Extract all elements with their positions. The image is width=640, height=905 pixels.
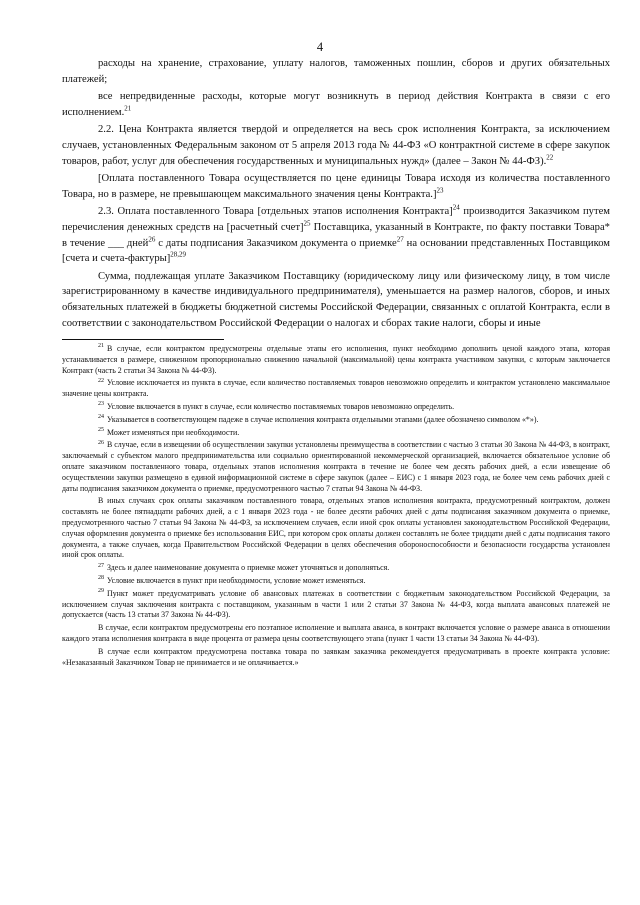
footnote-29-continued: В случае, если контрактом предусмотрены его поэтапное исполнение и выплата аванса, в контракт включается условие о размере аванса в отношении каждого этапа исполнения контракта в виде процента от размера цены соответствующего этапа (пункт 1 части 13 статьи 34 Закона № 44-ФЗ). [62,623,610,644]
footnote-23: $^{23}$ Условие включается в пункт в случае, если количество поставляемых товаров невозможно определить. [98,401,455,412]
paragraph-2-2-contract-price: 2.2. Цена Контракта является твердой и определяется на весь срок исполнения Контракта, за исключением случаев, установленных Федеральным законом от 5 апреля 2013 года № 44-ФЗ «О контрактной системе в сфере закупок товаров, работ, услуг для обеспечения государственных и муниципальных нужд» (далее – Закон № 44-ФЗ).$^{22}$ [62,124,610,167]
page-number: 4 [316,40,324,54]
footnote-ref: 22 [546,153,554,162]
footnote-ref: 21 [124,104,132,113]
footnote-ref: 26 [148,235,156,243]
paragraph-amount-reduction: Сумма, подлежащая уплате Заказчиком Поставщику (юридическому лицу или физическому лицу, в том числе зарегистрированному в качестве индивидуального предпринимателя), уменьшается на размер налогов, сборов, и иных обязательных платежей в бюджеты бюджетной системы Российской Федерации, связанных с оплатой Контракта, если в соответствии с законодательством Российской Федерации о налогах и сборах такие налоги, сборы и иные [62,270,610,329]
footnote-24: $^{24}$ Указывается в соответствующем падеже в случае исполнения контракта отдельными этапами (далее обозначено символом «*»). [98,414,539,424]
footnote-ref: 24 [452,203,460,212]
footnote-27: $^{27}$ Здесь и далее наименование документа о приемке может уточняться и дополняться. [98,562,390,573]
footnote-ref: 23 [436,186,444,195]
paragraph-2-3-payment: 2.3. Оплата поставленного Товара [отдельных этапов исполнения Контракта]$^{24}$ производится Заказчиком путем перечисления денежных средств на [расчетный счет]$^{25}$ Поставщика, указанный в Контракте, по факту поставки Товара* в течение ___ дней$^{26}$ с даты подписания Заказчиком документа о приемке$^{27}$ на основании представленных Поставщиком [счета и счета-фактуры]$^{28,29}$ [62,203,610,265]
footnote-ref: 25 [303,219,311,228]
footnote-22: $^{22}$ Условие исключается из пункта в случае, если количество поставляемых товаров невозможно определить и контрактом установлено максимальное значение цены контракта. [62,377,610,399]
paragraph-payment-unit-price: [Оплата поставленного Товара осуществляется по цене единицы Товара исходя из количества поставленного Товара, но в размере, не превышающем максимального значения цены Контракта.]$^{23}$ [62,173,610,200]
footnote-29: $^{29}$ Пункт может предусматривать условие об авансовых платежах в соответствии с бюджетным законодательством Российской Федерации, за исключением случая заключения контракта с поставщиком, указанным в части 1 или 2 статьи 37 Закона № 44-ФЗ, когда выплата авансовых платежей не допускается (часть 13 статьи 37 Закона № 44-ФЗ). [62,588,610,620]
footnote-26: $^{26}$ В случае, если в извещении об осуществлении закупки установлены преимущества в соответствии с частью 3 статьи 30 Закона № 44-ФЗ, в контракт, заключаемый с субъектом малого предпринимательства или социально ориентированной некоммерческой организацией, включается обязательное условие об оплате заказчиком поставленного товара, отдельных этапов исполнения контракта в течение не более чем десять рабочих дней, а если извещение об осуществлении закупки размещено в единой информационной системе в сфере закупок (далее – ЕИС) с 1 января 2023 года, не более чем семь рабочих дней с даты подписания заказчиком документа о приемке, предусмотренного частью 7 статьи 94 Закона № 44-ФЗ. [62,439,610,493]
footnote-26-continued: В иных случаях срок оплаты заказчиком поставленного товара, отдельных этапов исполнения контракта, предусмотренный контрактом, должен составлять не более пятнадцати рабочих дней, а с 1 января 2023 года - не более десяти рабочих дней с даты подписания заказчиком документа о приемке, предусмотренного частью 7 статьи 94 Закона № 44-ФЗ, за исключением случаев, если иной срок оплаты установлен законодательством Российской Федерации, случая оформления документа о приемке без использования ЕИС, при котором срок оплаты должен составлять не более тридцати дней с даты подписания такого документа, а также случаев, когда Правительством Российской Федерации в целях обеспечения обороноспособности и безопасности государства установлен иной срок оплаты. [62,496,610,560]
footnote-ref: 27 [396,235,404,243]
footnote-ref: 28,29 [170,250,187,259]
document-body [62,56,610,670]
footnote-25: $^{25}$ Может изменяться при необходимости. [98,427,240,437]
paragraph-costs-storage: расходы на хранение, страхование, уплату налогов, таможенных пошлин, сборов и других обязательных платежей; [62,58,610,85]
footnote-28: $^{28}$ Условие включается в пункт при необходимости, условие может изменяться. [98,575,366,586]
footnote-29-orders: В случае если контрактом предусмотрена поставка товара по заявкам заказчика рекомендуется предусматривать в проекте контракта условие: «Незаказанный Заказчиком Товар не принимается и не оплачивается.» [62,646,610,667]
footnote-21: $^{21}$ В случае, если контрактом предусмотрены отдельные этапы его исполнения, пункт необходимо дополнить ценой каждого этапа, которая устанавливается в размере, сниженном пропорционально снижению начальной (максимальной) цены контракта участником закупки, с которым заключается Контракт (часть 2 статьи 34 Закона № 44-ФЗ). [62,343,610,375]
footnote-separator [62,339,224,340]
paragraph-unforeseen-costs: все непредвиденные расходы, которые могут возникнуть в период действия Контракта в связи с его исполнением.$^{21}$ [62,91,610,118]
footnotes [62,344,610,668]
